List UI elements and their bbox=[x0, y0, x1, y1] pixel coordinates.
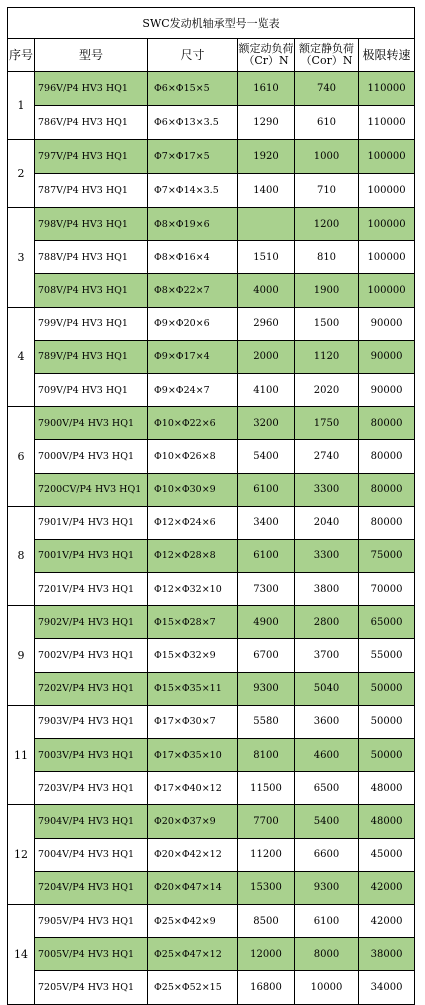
static-load-cell: 3300 bbox=[295, 473, 359, 506]
static-load-cell: 1200 bbox=[295, 208, 359, 241]
table-row bbox=[8, 606, 415, 639]
static-load-cell: 3800 bbox=[295, 573, 359, 606]
model-cell: 7204V/P4 HV3 HQ1 bbox=[35, 871, 148, 904]
speed-limit-cell: 38000 bbox=[359, 938, 415, 971]
table-row bbox=[8, 871, 415, 904]
dynamic-load-cell: 4100 bbox=[238, 373, 295, 406]
speed-limit-cell: 50000 bbox=[359, 739, 415, 772]
header-seq: 序号 bbox=[8, 39, 35, 72]
speed-limit-cell: 110000 bbox=[359, 106, 415, 140]
dynamic-load-cell: 16800 bbox=[238, 971, 295, 1004]
speed-limit-cell: 90000 bbox=[359, 307, 415, 340]
seq-cell: 12 bbox=[8, 805, 35, 905]
size-cell: Φ25×Φ47×12 bbox=[148, 938, 238, 971]
size-cell: Φ8×Φ16×4 bbox=[148, 241, 238, 274]
model-cell: 7902V/P4 HV3 HQ1 bbox=[35, 606, 148, 639]
static-load-cell: 2020 bbox=[295, 373, 359, 406]
dynamic-load-cell: 2000 bbox=[238, 340, 295, 373]
seq-cell: 9 bbox=[8, 606, 35, 706]
size-cell: Φ17×Φ30×7 bbox=[148, 705, 238, 738]
model-cell: 787V/P4 HV3 HQ1 bbox=[35, 174, 148, 208]
speed-limit-cell: 80000 bbox=[359, 506, 415, 539]
model-cell: 7205V/P4 HV3 HQ1 bbox=[35, 971, 148, 1004]
dynamic-load-cell: 4000 bbox=[238, 274, 295, 307]
size-cell: Φ15×Φ35×11 bbox=[148, 672, 238, 705]
table-row bbox=[8, 407, 415, 440]
dynamic-load-cell: 3200 bbox=[238, 407, 295, 440]
size-cell: Φ25×Φ42×9 bbox=[148, 904, 238, 937]
dynamic-load-cell: 1290 bbox=[238, 106, 295, 140]
table-row bbox=[8, 805, 415, 838]
model-cell: 708V/P4 HV3 HQ1 bbox=[35, 274, 148, 307]
static-load-cell: 3700 bbox=[295, 639, 359, 672]
dynamic-load-cell: 12000 bbox=[238, 938, 295, 971]
static-load-cell: 710 bbox=[295, 174, 359, 208]
bearing-table bbox=[7, 7, 415, 1005]
table-row bbox=[8, 672, 415, 705]
static-load-cell: 3600 bbox=[295, 705, 359, 738]
header-row bbox=[8, 39, 415, 72]
dynamic-load-cell: 9300 bbox=[238, 672, 295, 705]
static-load-cell: 4600 bbox=[295, 739, 359, 772]
table-row bbox=[8, 473, 415, 506]
dynamic-load-cell: 6700 bbox=[238, 639, 295, 672]
table-row bbox=[8, 307, 415, 340]
speed-limit-cell: 90000 bbox=[359, 340, 415, 373]
static-load-cell: 10000 bbox=[295, 971, 359, 1004]
table-title: SWC发动机轴承型号一览表 bbox=[8, 8, 415, 39]
table-row bbox=[8, 274, 415, 307]
dynamic-load-cell: 1400 bbox=[238, 174, 295, 208]
speed-limit-cell: 70000 bbox=[359, 573, 415, 606]
static-load-cell: 1500 bbox=[295, 307, 359, 340]
static-load-cell: 9300 bbox=[295, 871, 359, 904]
dynamic-load-cell: 1510 bbox=[238, 241, 295, 274]
static-load-cell: 2040 bbox=[295, 506, 359, 539]
table-row bbox=[8, 838, 415, 871]
table-row bbox=[8, 938, 415, 971]
size-cell: Φ6×Φ15×5 bbox=[148, 72, 238, 106]
dynamic-load-cell: 7300 bbox=[238, 573, 295, 606]
static-load-cell: 2740 bbox=[295, 440, 359, 473]
static-load-cell: 1900 bbox=[295, 274, 359, 307]
dynamic-load-cell: 4900 bbox=[238, 606, 295, 639]
model-cell: 798V/P4 HV3 HQ1 bbox=[35, 208, 148, 241]
speed-limit-cell: 48000 bbox=[359, 805, 415, 838]
seq-cell: 14 bbox=[8, 904, 35, 1004]
model-cell: 709V/P4 HV3 HQ1 bbox=[35, 373, 148, 406]
model-cell: 7904V/P4 HV3 HQ1 bbox=[35, 805, 148, 838]
table-row bbox=[8, 174, 415, 208]
seq-cell: 2 bbox=[8, 140, 35, 208]
size-cell: Φ15×Φ32×9 bbox=[148, 639, 238, 672]
table-row bbox=[8, 772, 415, 805]
table-row bbox=[8, 106, 415, 140]
speed-limit-cell: 65000 bbox=[359, 606, 415, 639]
speed-limit-cell: 45000 bbox=[359, 838, 415, 871]
static-load-cell: 740 bbox=[295, 72, 359, 106]
model-cell: 7201V/P4 HV3 HQ1 bbox=[35, 573, 148, 606]
static-load-cell: 6100 bbox=[295, 904, 359, 937]
speed-limit-cell: 110000 bbox=[359, 72, 415, 106]
dynamic-load-cell: 6100 bbox=[238, 473, 295, 506]
model-cell: 796V/P4 HV3 HQ1 bbox=[35, 72, 148, 106]
speed-limit-cell: 42000 bbox=[359, 904, 415, 937]
static-load-cell: 1750 bbox=[295, 407, 359, 440]
dynamic-load-cell: 15300 bbox=[238, 871, 295, 904]
table-row bbox=[8, 506, 415, 539]
size-cell: Φ10×Φ30×9 bbox=[148, 473, 238, 506]
size-cell: Φ10×Φ22×6 bbox=[148, 407, 238, 440]
dynamic-load-cell: 5400 bbox=[238, 440, 295, 473]
table-row bbox=[8, 573, 415, 606]
dynamic-load-cell: 5580 bbox=[238, 705, 295, 738]
speed-limit-cell: 50000 bbox=[359, 672, 415, 705]
size-cell: Φ6×Φ13×3.5 bbox=[148, 106, 238, 140]
static-load-cell: 5400 bbox=[295, 805, 359, 838]
table-row bbox=[8, 72, 415, 106]
static-load-cell: 2800 bbox=[295, 606, 359, 639]
dynamic-load-cell bbox=[238, 208, 295, 241]
seq-cell: 11 bbox=[8, 705, 35, 805]
table-row bbox=[8, 639, 415, 672]
static-load-cell: 6600 bbox=[295, 838, 359, 871]
model-cell: 7202V/P4 HV3 HQ1 bbox=[35, 672, 148, 705]
model-cell: 788V/P4 HV3 HQ1 bbox=[35, 241, 148, 274]
dynamic-load-cell: 8500 bbox=[238, 904, 295, 937]
table-row bbox=[8, 340, 415, 373]
dynamic-load-cell: 11200 bbox=[238, 838, 295, 871]
speed-limit-cell: 42000 bbox=[359, 871, 415, 904]
static-load-cell: 3300 bbox=[295, 539, 359, 572]
header-size: 尺寸 bbox=[148, 39, 238, 72]
size-cell: Φ25×Φ52×15 bbox=[148, 971, 238, 1004]
size-cell: Φ9×Φ17×4 bbox=[148, 340, 238, 373]
size-cell: Φ17×Φ40×12 bbox=[148, 772, 238, 805]
static-load-cell: 1000 bbox=[295, 140, 359, 174]
speed-limit-cell: 75000 bbox=[359, 539, 415, 572]
size-cell: Φ9×Φ20×6 bbox=[148, 307, 238, 340]
speed-limit-cell: 80000 bbox=[359, 473, 415, 506]
table-row bbox=[8, 539, 415, 572]
model-cell: 7002V/P4 HV3 HQ1 bbox=[35, 639, 148, 672]
size-cell: Φ9×Φ24×7 bbox=[148, 373, 238, 406]
speed-limit-cell: 100000 bbox=[359, 208, 415, 241]
speed-limit-cell: 50000 bbox=[359, 705, 415, 738]
model-cell: 7203V/P4 HV3 HQ1 bbox=[35, 772, 148, 805]
static-load-cell: 1120 bbox=[295, 340, 359, 373]
model-cell: 7005V/P4 HV3 HQ1 bbox=[35, 938, 148, 971]
dynamic-load-cell: 6100 bbox=[238, 539, 295, 572]
static-load-cell: 8000 bbox=[295, 938, 359, 971]
speed-limit-cell: 34000 bbox=[359, 971, 415, 1004]
size-cell: Φ20×Φ47×14 bbox=[148, 871, 238, 904]
speed-limit-cell: 100000 bbox=[359, 174, 415, 208]
seq-cell: 4 bbox=[8, 307, 35, 407]
table-row bbox=[8, 140, 415, 174]
model-cell: 786V/P4 HV3 HQ1 bbox=[35, 106, 148, 140]
static-load-cell: 610 bbox=[295, 106, 359, 140]
size-cell: Φ20×Φ42×12 bbox=[148, 838, 238, 871]
size-cell: Φ8×Φ19×6 bbox=[148, 208, 238, 241]
size-cell: Φ12×Φ28×8 bbox=[148, 539, 238, 572]
bearing-table-sheet bbox=[7, 7, 414, 1005]
speed-limit-cell: 48000 bbox=[359, 772, 415, 805]
static-load-cell: 6500 bbox=[295, 772, 359, 805]
model-cell: 797V/P4 HV3 HQ1 bbox=[35, 140, 148, 174]
table-row bbox=[8, 739, 415, 772]
model-cell: 7901V/P4 HV3 HQ1 bbox=[35, 506, 148, 539]
model-cell: 7001V/P4 HV3 HQ1 bbox=[35, 539, 148, 572]
model-cell: 799V/P4 HV3 HQ1 bbox=[35, 307, 148, 340]
dynamic-load-cell: 3400 bbox=[238, 506, 295, 539]
table-row bbox=[8, 705, 415, 738]
speed-limit-cell: 100000 bbox=[359, 274, 415, 307]
model-cell: 7905V/P4 HV3 HQ1 bbox=[35, 904, 148, 937]
size-cell: Φ12×Φ32×10 bbox=[148, 573, 238, 606]
size-cell: Φ20×Φ37×9 bbox=[148, 805, 238, 838]
table-row bbox=[8, 208, 415, 241]
seq-cell: 1 bbox=[8, 72, 35, 140]
model-cell: 7200CV/P4 HV3 HQ1 bbox=[35, 473, 148, 506]
speed-limit-cell: 100000 bbox=[359, 140, 415, 174]
table-row bbox=[8, 971, 415, 1004]
header-static-load: 额定静负荷（Cor）N bbox=[295, 39, 359, 72]
model-cell: 7900V/P4 HV3 HQ1 bbox=[35, 407, 148, 440]
table-row bbox=[8, 241, 415, 274]
model-cell: 7003V/P4 HV3 HQ1 bbox=[35, 739, 148, 772]
model-cell: 789V/P4 HV3 HQ1 bbox=[35, 340, 148, 373]
dynamic-load-cell: 1610 bbox=[238, 72, 295, 106]
seq-cell: 6 bbox=[8, 407, 35, 507]
table-row bbox=[8, 440, 415, 473]
size-cell: Φ12×Φ24×6 bbox=[148, 506, 238, 539]
dynamic-load-cell: 8100 bbox=[238, 739, 295, 772]
speed-limit-cell: 80000 bbox=[359, 407, 415, 440]
model-cell: 7000V/P4 HV3 HQ1 bbox=[35, 440, 148, 473]
static-load-cell: 810 bbox=[295, 241, 359, 274]
model-cell: 7004V/P4 HV3 HQ1 bbox=[35, 838, 148, 871]
table-row bbox=[8, 904, 415, 937]
seq-cell: 8 bbox=[8, 506, 35, 606]
size-cell: Φ7×Φ14×3.5 bbox=[148, 174, 238, 208]
header-speed-limit: 极限转速 bbox=[359, 39, 415, 72]
speed-limit-cell: 55000 bbox=[359, 639, 415, 672]
static-load-cell: 5040 bbox=[295, 672, 359, 705]
dynamic-load-cell: 1920 bbox=[238, 140, 295, 174]
model-cell: 7903V/P4 HV3 HQ1 bbox=[35, 705, 148, 738]
seq-cell: 3 bbox=[8, 208, 35, 308]
size-cell: Φ15×Φ28×7 bbox=[148, 606, 238, 639]
header-model: 型号 bbox=[35, 39, 148, 72]
dynamic-load-cell: 2960 bbox=[238, 307, 295, 340]
size-cell: Φ7×Φ17×5 bbox=[148, 140, 238, 174]
speed-limit-cell: 100000 bbox=[359, 241, 415, 274]
speed-limit-cell: 80000 bbox=[359, 440, 415, 473]
dynamic-load-cell: 11500 bbox=[238, 772, 295, 805]
size-cell: Φ10×Φ26×8 bbox=[148, 440, 238, 473]
size-cell: Φ17×Φ35×10 bbox=[148, 739, 238, 772]
speed-limit-cell: 90000 bbox=[359, 373, 415, 406]
header-dynamic-load: 额定动负荷（Cr）N bbox=[238, 39, 295, 72]
table-row bbox=[8, 373, 415, 406]
dynamic-load-cell: 7700 bbox=[238, 805, 295, 838]
size-cell: Φ8×Φ22×7 bbox=[148, 274, 238, 307]
